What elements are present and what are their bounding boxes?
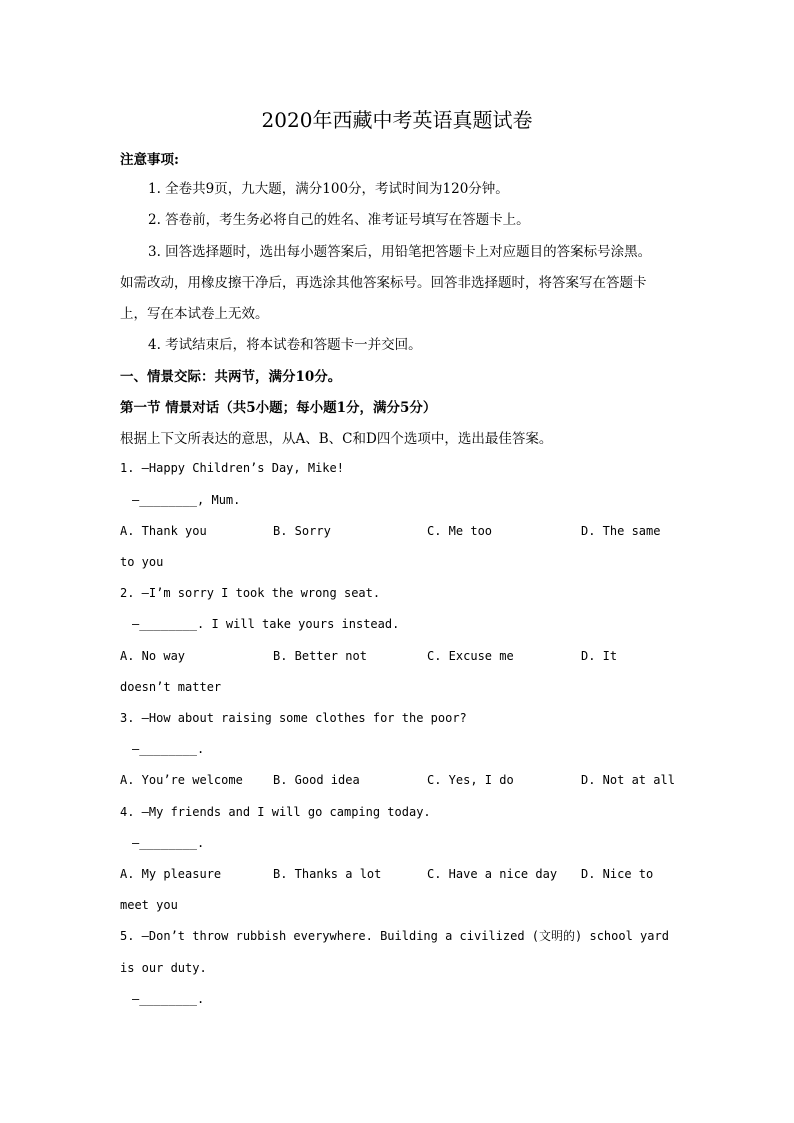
option-wrap: to you — [120, 555, 164, 569]
option-b: B. Good idea — [273, 773, 360, 787]
exam-title: 2020年西藏中考英语真题试卷 — [261, 108, 533, 132]
question-stem: 2. —I’m sorry I took the wrong seat. — [120, 586, 381, 600]
part-heading: 第一节 情景对话（共5小题；每小题1分，满分5分） — [120, 400, 437, 416]
options-row — [120, 649, 676, 667]
question-reply: —________, Mum. — [132, 493, 241, 507]
option-d: D. The same — [581, 524, 661, 538]
option-a: A. No way — [120, 649, 186, 663]
notice-item: 3. 回答选择题时，选出每小题答案后，用铅笔把答题卡上对应题目的答案标号涂黑。 — [148, 244, 652, 260]
section-heading: 一、情景交际：共两节，满分10分。 — [120, 369, 342, 385]
option-b: B. Better not — [273, 649, 367, 663]
option-d: D. Not at all — [581, 773, 675, 787]
options-row — [120, 867, 676, 885]
option-a: A. My pleasure — [120, 867, 222, 881]
option-c: C. Me too — [427, 524, 493, 538]
option-a: A. You’re welcome — [120, 773, 243, 787]
notice-item: 4. 考试结束后，将本试卷和答题卡一并交回。 — [148, 337, 422, 353]
question-reply: —________. — [132, 742, 205, 756]
option-d: D. It — [581, 649, 618, 663]
instruction: 根据上下文所表达的意思，从A、B、C和D四个选项中，选出最佳答案。 — [120, 431, 553, 447]
question-reply: —________. I will take yours instead. — [132, 617, 400, 631]
option-wrap: doesn’t matter — [120, 680, 222, 694]
option-c: C. Have a nice day — [427, 867, 558, 881]
option-d: D. Nice to — [581, 867, 654, 881]
question-reply: —________. — [132, 992, 205, 1006]
option-b: B. Thanks a lot — [273, 867, 382, 881]
option-a: A. Thank you — [120, 524, 207, 538]
option-wrap: meet you — [120, 898, 178, 912]
question-stem: 1. —Happy Children’s Day, Mike! — [120, 461, 344, 475]
option-c: C. Excuse me — [427, 649, 514, 663]
question-stem: 3. —How about raising some clothes for the poor? — [120, 711, 467, 725]
notice-item: 如需改动，用橡皮擦干净后，再选涂其他答案标号。回答非选择题时，将答案写在答题卡 — [120, 275, 647, 291]
notice-item: 上，写在本试卷上无效。 — [120, 306, 269, 322]
options-row — [120, 524, 676, 542]
notice-item: 2. 答卷前，考生务必将自己的姓名、准考证号填写在答题卡上。 — [148, 212, 530, 228]
option-b: B. Sorry — [273, 524, 331, 538]
option-c: C. Yes, I do — [427, 773, 514, 787]
question-stem-wrap: is our duty. — [120, 961, 207, 975]
question-reply: —________. — [132, 836, 205, 850]
notice-item: 1. 全卷共9页，九大题，满分100分，考试时间为120分钟。 — [148, 181, 509, 197]
question-stem: 5. —Don’t throw rubbish everywhere. Building a civilized (文明的) school yard — [120, 929, 669, 943]
options-row — [120, 773, 676, 791]
question-stem: 4. —My friends and I will go camping today. — [120, 805, 431, 819]
notice-heading: 注意事项: — [120, 152, 179, 168]
